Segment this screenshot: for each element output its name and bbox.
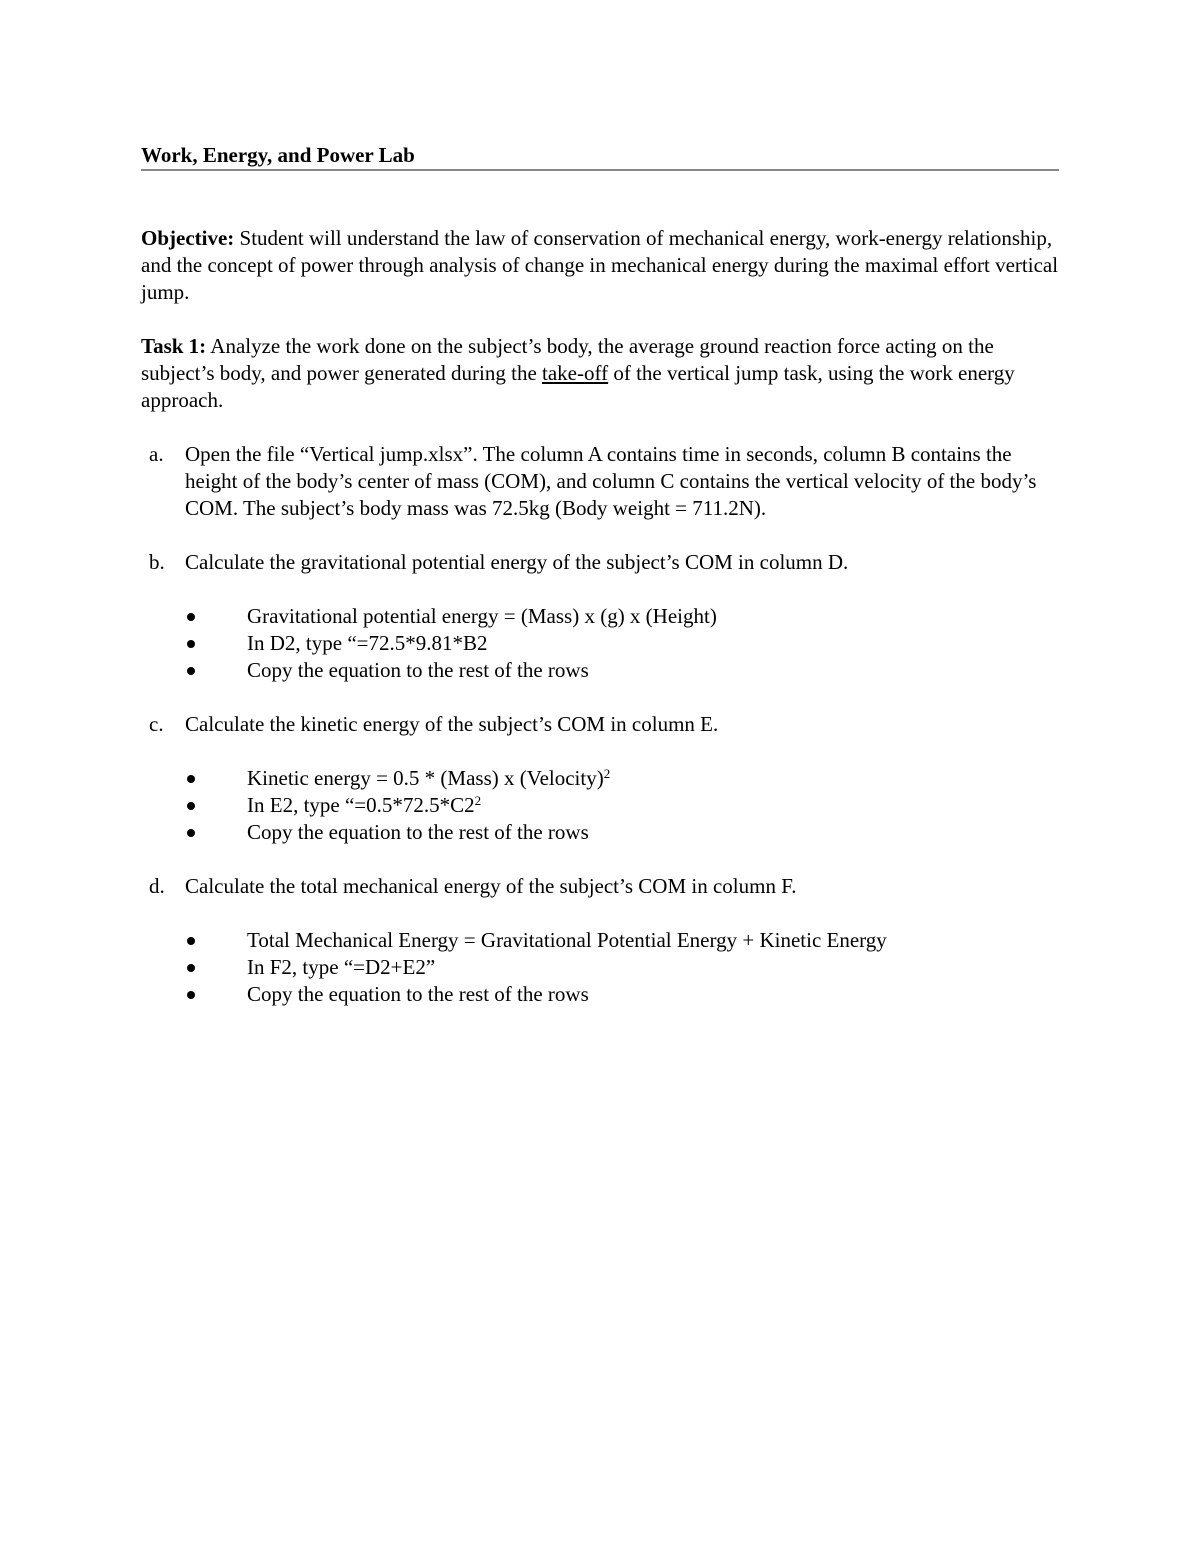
list-item [185,927,1059,954]
task1-underlined-term: take-off [542,361,609,385]
list-item [185,819,1059,846]
bullet-dot-icon [187,802,195,810]
bullet-dot-icon [187,667,195,675]
bullet-text: In D2, type “=72.5*9.81*B2 [247,631,488,655]
step-marker: b. [149,550,165,574]
step-text: Calculate the kinetic energy of the subject’s COM in column E. [185,712,719,736]
bullet-text: Kinetic energy = 0.5 * (Mass) x (Velocity) [247,766,604,790]
bullet-text: In F2, type “=D2+E2” [247,955,436,979]
step-c [141,711,1059,846]
bullet-text: Copy the equation to the rest of the rows [247,658,589,682]
bullet-dot-icon [187,964,195,972]
bullet-text: Gravitational potential energy = (Mass) x (g) x (Height) [247,604,717,628]
step-text: Calculate the gravitational potential energy of the subject’s COM in column D. [185,550,849,574]
step-text: Calculate the total mechanical energy of the subject’s COM in column F. [185,874,797,898]
bullet-text: Copy the equation to the rest of the rows [247,820,589,844]
task1-text-before: Analyze the work done on the subject’s body, the average ground reaction force acting on the subject’s body, and power generated during the [141,334,994,385]
step-marker: a. [149,442,164,466]
objective-text: Student will understand the law of conservation of mechanical energy, work-energy relationship, and the concept of power through analysis of change in mechanical energy during the maximal effort vertical jump. [141,226,1059,304]
task1-paragraph [141,333,1059,414]
task1-label: Task 1: [141,334,207,358]
objective-paragraph [141,225,1059,306]
list-item [185,603,1059,630]
step-d [141,873,1059,1008]
list-item [185,630,1059,657]
bullet-text: Total Mechanical Energy = Gravitational Potential Energy + Kinetic Energy [247,928,887,952]
list-item [185,792,1059,819]
bullet-text: Copy the equation to the rest of the rows [247,982,589,1006]
objective-label: Objective: [141,226,235,250]
document-title: Work, Energy, and Power Lab [141,142,1059,171]
bullet-dot-icon [187,775,195,783]
list-item [185,954,1059,981]
step-text: Open the file “Vertical jump.xlsx”. The column A contains time in seconds, column B contains the height of the body’s center of mass (COM), and column C contains the vertical velocity of the body’s COM. The subject’s body mass was 72.5kg (Body weight = 711.2N). [185,442,1037,520]
bullet-dot-icon [187,937,195,945]
step-marker: d. [149,874,165,898]
bullet-dot-icon [187,829,195,837]
task1-text-after: of the vertical jump task, using the work energy approach. [141,361,1015,412]
bullet-text: In E2, type “=0.5*72.5*C2 [247,793,475,817]
list-item [185,981,1059,1008]
bullet-list [185,765,1059,846]
bullet-list [185,603,1059,684]
bullet-dot-icon [187,991,195,999]
bullet-dot-icon [187,640,195,648]
step-b [141,549,1059,684]
steps-list [141,441,1059,1008]
bullet-dot-icon [187,613,195,621]
superscript: 2 [603,766,611,781]
superscript: 2 [474,793,482,808]
list-item [185,657,1059,684]
document-page [141,142,1059,1035]
step-a [141,441,1059,522]
bullet-list [185,927,1059,1008]
list-item [185,765,1059,792]
step-marker: c. [149,712,164,736]
